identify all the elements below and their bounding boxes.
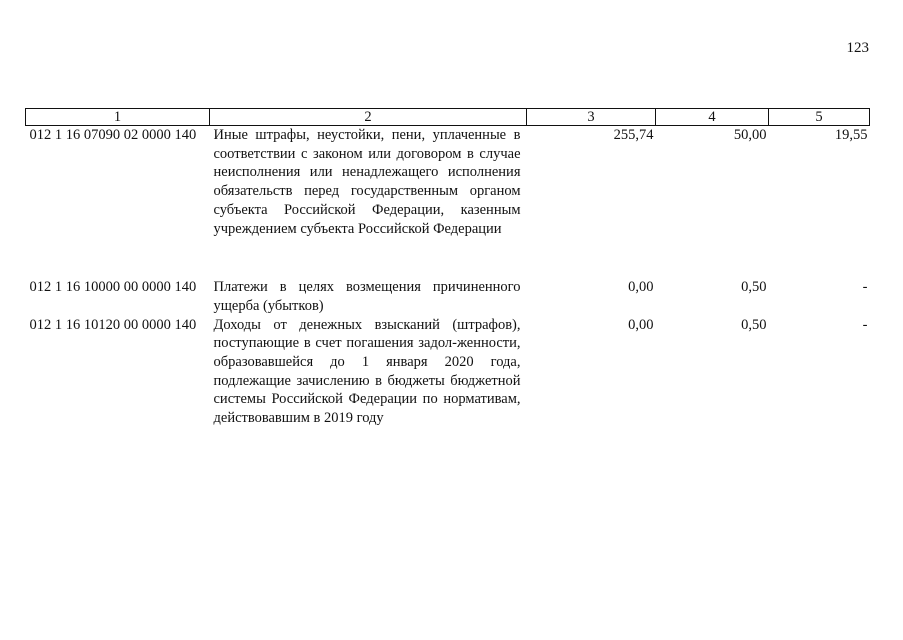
table-row — [26, 278, 870, 315]
row-spacer — [26, 238, 870, 278]
header-col-5: 5 — [769, 109, 870, 126]
row-code: 012 1 16 07090 02 0000 140 — [29, 127, 197, 143]
row-name: Доходы от денежных взысканий (штрафов), поступающие в счет погашения задол-женности, образовавшейся до 1 января 2020 года, подлежащие зачислению в бюджеты бюджетной системы Российской Федерации по нормативам, действовавшим в 2019 году — [213, 316, 521, 427]
header-row — [26, 109, 870, 126]
row-col-5: - — [862, 316, 868, 333]
row-code: 012 1 16 10000 00 0000 140 — [29, 279, 197, 296]
table-header — [26, 109, 870, 126]
header-col-3: 3 — [527, 109, 656, 126]
row-name: Платежи в целях возмещения причиненного ущерба (убытков) — [213, 279, 521, 314]
header-col-2: 2 — [210, 109, 527, 126]
row-col-4: 0,50 — [741, 316, 767, 333]
budget-table — [25, 108, 870, 428]
row-col-3: 255,74 — [613, 127, 654, 143]
row-name: Иные штрафы, неустойки, пени, уплаченные в соответствии с законом или договором в случае неисполнения или ненадлежащего исполнения обязательств перед государственным органом субъекта Российской Федерации, казенным учреждением субъекта Российской Федерации — [213, 127, 521, 237]
header-col-4: 4 — [656, 109, 769, 126]
row-col-3: 0,00 — [628, 316, 654, 333]
page-number: 123 — [846, 40, 869, 56]
row-col-5: - — [862, 279, 868, 296]
table-row — [26, 126, 870, 239]
row-col-5: 19,55 — [834, 127, 868, 143]
row-col-4: 50,00 — [733, 127, 767, 143]
header-col-1: 1 — [26, 109, 210, 126]
table-row — [26, 316, 870, 428]
table-body — [26, 126, 870, 428]
row-code: 012 1 16 10120 00 0000 140 — [29, 316, 197, 333]
row-col-3: 0,00 — [628, 279, 654, 296]
row-col-4: 0,50 — [741, 279, 767, 296]
